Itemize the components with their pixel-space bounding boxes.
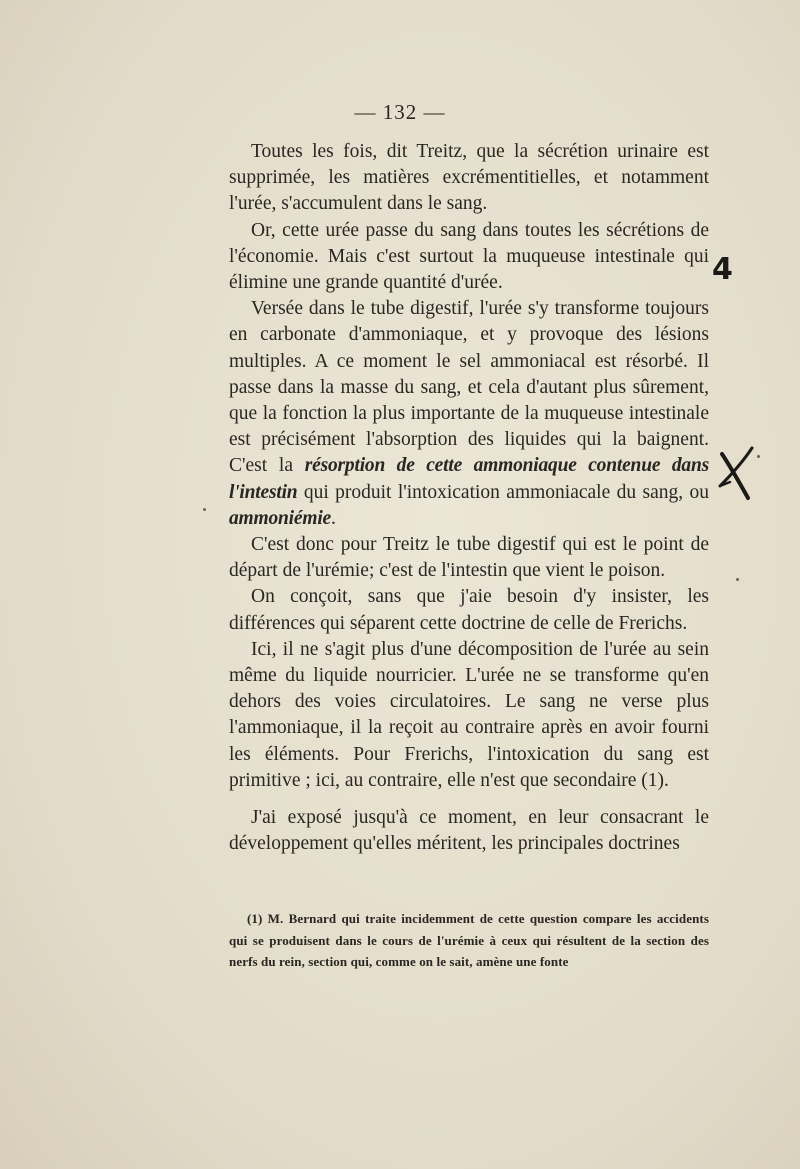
paragraph-3-text-b: qui produit l'intoxication ammoniacale du sang, ou [297, 481, 709, 503]
paragraph-3-text-a: Versée dans le tube digestif, l'urée s'y transforme toujours en carbonate d'ammoniaque, et y provoque des lésions multiples. A ce moment le sel ammoniacal est résorbé. Il passe dans la masse du sang, et cela d'autant plus sûrement, que la fonction la plus importante de la muqueuse intestinale est précisément l'absorption des liquides qui la baignent. C'est la [229, 298, 709, 477]
body-text [229, 139, 709, 857]
paper-speck [736, 578, 739, 581]
paper-speck [757, 455, 760, 458]
footnote-text: (1) M. Bernard qui traite incidemment de cette question compare les accidents qui se produisent dans le cours de l'urémie à ceux qui résultent de la section des nerfs du rein, section qui, comme on le sait, amène une fonte [229, 911, 709, 969]
paragraph-6: Ici, il ne s'agit plus d'une décomposition de l'urée au sein même du liquide nourricier. L'urée ne se transforme qu'en dehors des voies circulatoires. Le sang ne verse plus l'ammoniaque, il la reçoit au contraire après en avoir fourni les éléments. Pour Frerichs, l'intoxication du sang est primitive ; ici, au contraire, elle n'est que secondaire (1). [229, 638, 709, 791]
paragraph-4: C'est donc pour Treitz le tube digestif qui est le point de départ de l'urémie; c'est de l'intestin que vient le poison. [229, 534, 709, 582]
paper-speck [203, 508, 206, 511]
italic-term-resorption: résorption de cette ammoniaque contenue dans l'intestin [229, 455, 709, 503]
page-number: — 132 — [354, 100, 446, 124]
paragraph-5: On conçoit, sans que j'aie besoin d'y insister, les différences qui séparent cette doctrine de celle de Frerichs. [229, 586, 709, 634]
paragraph-3 [229, 296, 709, 532]
paragraph-3-text-c: . [331, 507, 336, 529]
footnote [229, 908, 709, 973]
paragraph-2: Or, cette urée passe du sang dans toutes les sécrétions de l'économie. Mais c'est surtout la muqueuse intestinale qui élimine une grande quantité d'urée. [229, 219, 709, 294]
margin-pencil-mark: 4 [712, 252, 733, 287]
paragraph-1: Toutes les fois, dit Treitz, que la sécrétion urinaire est supprimée, les matières excrémentitielles, et notamment l'urée, s'accumulent dans le sang. [229, 141, 709, 215]
margin-cross-mark [716, 446, 756, 506]
italic-term-ammoniemie: ammoniémie [229, 507, 331, 529]
paragraph-7: J'ai exposé jusqu'à ce moment, en leur consacrant le développement qu'elles méritent, les principales doctrines [229, 807, 709, 855]
